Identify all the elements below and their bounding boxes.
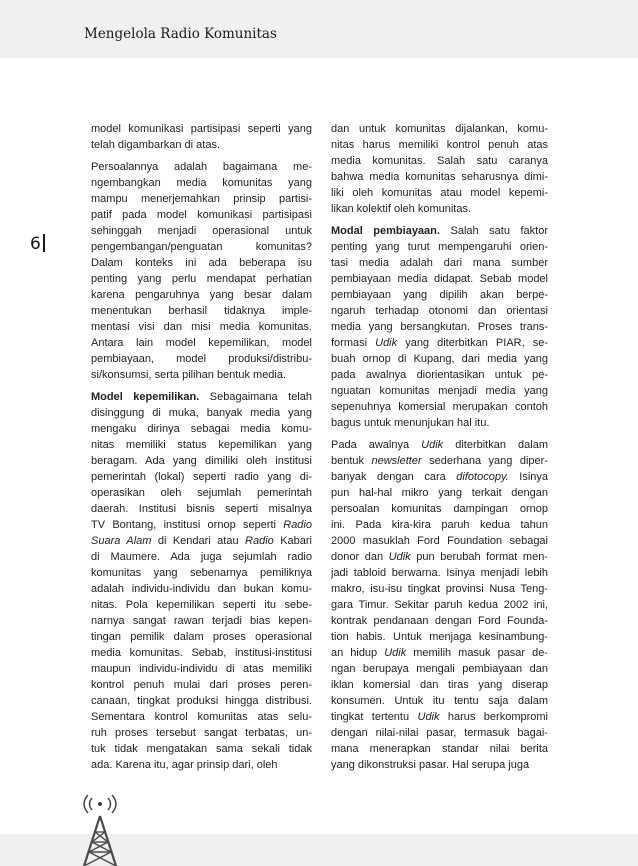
text-line: pengembangan/penguatan komunitas? (91, 241, 312, 253)
text-line: ngaruh terhadap otonomi dan orientasi (331, 305, 548, 317)
text-line: nitas. Pola kepemilikan seperti itu sebe- (91, 599, 312, 611)
text-line: mengaku dirinya sebagai media komu- (91, 423, 312, 435)
text-line: narnya sangat rawan terjadi bias kepen- (91, 615, 312, 627)
text-line: pembiayaan yang dipilih akan berpe- (331, 289, 548, 301)
text-line: Modal pembiayaan. Salah satu faktor (331, 225, 548, 237)
text-line: penting yang turut mempengaruhi orien- (331, 241, 548, 253)
text-line: jadi tabloid berwarna. Isinya menjadi lebih (331, 567, 548, 579)
text-line: adalah individu-individu dan bukan komu- (91, 583, 312, 595)
text-line: tingan pemilik dalam proses operasional (91, 631, 312, 643)
text-line: tasi media adalah dari mana sumber (331, 257, 548, 269)
text-line: tion habis. Untuk menjaga kesinambung- (331, 631, 548, 643)
text-line: pembiayaan, model produksi/distribu- (91, 353, 312, 365)
text-line: 2000 masuklah Ford Foundation sebagai (331, 535, 548, 547)
text-line: makro, isu-isu tingkat provinsi Nusa Teng- (331, 583, 548, 595)
text-line: Pada awalnya Udik diterbitkan dalam (331, 439, 548, 451)
text-line: yang dikonstruksi pasar. Hal serupa juga (331, 759, 530, 771)
text-line: gara Timur. Sekitar paruh kedua 2002 ini, (331, 599, 548, 611)
text-line: ini. Pada kira-kira paruh kedua tahun (331, 519, 548, 531)
text-line: buah ornop di Kupang, dari media yang (331, 353, 548, 365)
text-line: bagus untuk menunjukan hal itu. (331, 417, 490, 429)
text-line: sepenuhnya komersial merupakan contoh (331, 401, 548, 413)
text-line: telah digambarkan di atas. (91, 139, 221, 151)
text-line: si/konsumsi, serta pilihan bentuk media. (91, 369, 287, 381)
text-line: an hidup Udik memilih masuk pasar de- (331, 647, 548, 659)
text-line: persoalan komunitas dampingan ornop (331, 503, 548, 515)
text-line: tuk tidak mengatakan sama sekali tidak (91, 743, 312, 755)
text-line: model komunikasi partisipasi seperti yang (91, 123, 312, 135)
radio-tower-icon (74, 794, 126, 866)
text-line: daerah. Institusi bisnis seperti misalnya (91, 503, 312, 515)
text-line: karena pengaruhnya yang besar dalam (91, 289, 312, 301)
text-line: pembiayaan media didapat. Sebab model (331, 273, 548, 285)
text-line: Dalam konteks ini ada beberapa isu (91, 257, 312, 269)
text-line: media komunitas. Sebab, institusi-institusi (91, 647, 312, 659)
page-number-value: 6 (30, 234, 41, 254)
text-line: maupun individu-individu di atas memiliki (91, 663, 312, 675)
text-line: dan untuk komunitas dijalankan, komu- (331, 123, 548, 135)
text-line: Sementara kontrol komunitas atas selu- (91, 711, 312, 723)
text-line: canaan, tingkat produksi hingga distribusi. (91, 695, 312, 707)
text-line: donor dan Udik pun berubah format men- (331, 551, 548, 563)
text-line: banyak dengan cara difotocopy. Isinya (331, 471, 548, 483)
page-number-bar (43, 234, 45, 252)
text-line: patif pada model komunikasi partisipasi (91, 209, 312, 221)
text-line: ruh proses tersebut sangat terbatas, un- (91, 727, 312, 739)
text-line: likan kolektif oleh komunitas. (331, 203, 472, 215)
left-text-column (91, 121, 312, 773)
text-line: pun hal-hal mikro yang terkait dengan (331, 487, 548, 499)
text-line: Antara lain model kepemilikan, model (91, 337, 312, 349)
text-line: nitas harus memiliki kontrol penuh atas (331, 139, 548, 151)
text-line: liki oleh komunitas atau model kepemi- (331, 187, 548, 199)
text-line: TV Bontang, institusi ornop seperti Radio (91, 519, 312, 531)
text-line: komunitas yang sebenarnya pemiliknya (91, 567, 312, 579)
text-line: kontrol penuh mulai dari proses peren- (91, 679, 312, 691)
text-line: media komunitas. Salah satu caranya (331, 155, 548, 167)
text-line: Model kepemilikan. Sebagaimana telah (91, 391, 312, 403)
text-line: menentukan berhasil tidaknya imple- (91, 305, 312, 317)
text-line: tingkat tertentu Udik harus berkompromi (331, 711, 548, 723)
text-line: ngan berupaya mengali pembiayaan dan (331, 663, 548, 675)
text-line: operasikan oleh sejumlah pemerintah (91, 487, 312, 499)
text-line: disinggung di muka, banyak media yang (91, 407, 312, 419)
text-line: sehinggah menjadi operasional untuk (91, 225, 312, 237)
text-line: pada awalnya diorientasikan untuk pe- (331, 369, 548, 381)
text-line: pemerintah (lokal) seperti radio yang di- (91, 471, 312, 483)
text-line: beragam. Ada yang dimiliki oleh institusi (91, 455, 312, 467)
text-line: ngembangkan media komunitas yang (91, 177, 312, 189)
text-line: bahwa media komunitas seharusnya dimi- (331, 171, 548, 183)
text-line: di Maumere. Ada juga sejumlah radio (91, 551, 312, 563)
text-line: iklan komersial dan tiras yang diserap (331, 679, 548, 691)
text-line: media yang bersangkutan. Proses trans- (331, 321, 548, 333)
text-line: Persoalannya adalah bagaimana me- (91, 161, 312, 173)
running-header-title: Mengelola Radio Komunitas (84, 26, 277, 42)
text-line: dengan nilai-nilai pasar, termasuk bagai- (331, 727, 548, 739)
text-line: kontrak pendanaan dengan Ford Founda- (331, 615, 548, 627)
text-line: ada. Karena itu, agar prinsip dari, oleh (91, 759, 278, 771)
text-line: mana menerapkan standar nilai berita (331, 743, 548, 755)
text-line: konsumen. Untuk itu tentu saja dalam (331, 695, 548, 707)
right-text-column (331, 121, 548, 773)
text-line: mentasi visi dan misi media komunitas. (91, 321, 312, 333)
text-line: mampu menerjemahkan prinsip partisi- (91, 193, 312, 205)
text-line: Suara Alam di Kendari atau Radio Kabari (91, 535, 312, 547)
page-number (30, 234, 45, 254)
text-line: penting yang perlu mendapat perhatian (91, 273, 312, 285)
text-line: formasi Udik yang diterbitkan PIAR, se- (331, 337, 548, 349)
text-line: bentuk newsletter sederhana yang diper- (331, 455, 548, 467)
text-line: nitas memiliki status kepemilikan yang (91, 439, 312, 451)
text-line: nguatan komunitas menjadi media yang (331, 385, 548, 397)
